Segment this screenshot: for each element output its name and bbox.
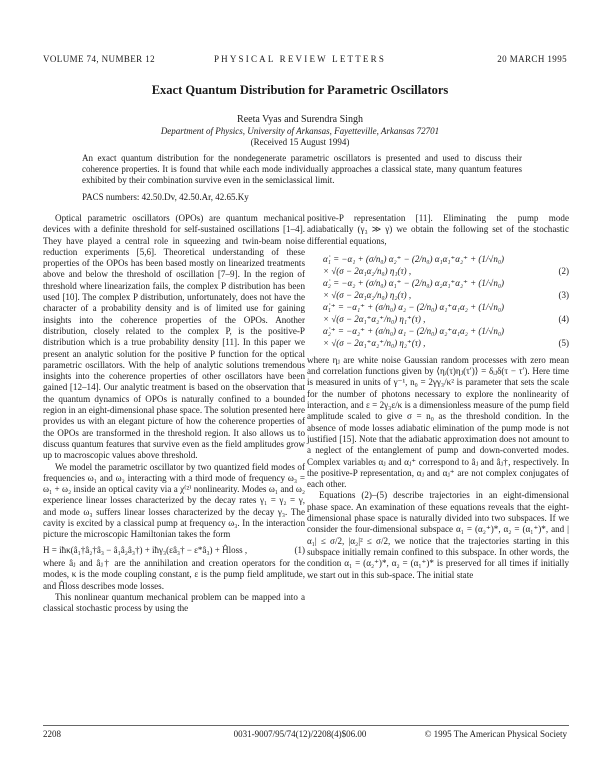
equation-rhs: × √(σ − 2α₁⁺α₂⁺/n₀) η₂⁺(τ) , (323, 337, 426, 348)
equation-number: (1) (294, 544, 305, 555)
equation-rhs: × √(σ − 2α₁α₂/n₀) η₁(τ) , (323, 265, 412, 276)
equation-number: (3) (558, 289, 569, 300)
paragraph: where ηⱼ are white noise Gaussian random processes with zero mean and correlation functions given by ⟨ηᵢ(τ)ηⱼ(τ′)⟩ = δᵢⱼδ(τ − τ′). Here time is measured in units of γ⁻¹, n₀ = 2γγ₃/κ² is parameter that sets the scale for the number of photons necessary to explore the nonlinearity of interaction, and ε = 2γ₃ε/κ is a dimensionless measure of the pump field amplitude scaled to give σ = n₀ as the threshold condition. In the absence of mode losses adiabatic elimination of the pump mode is not justified [15]. Note that the adiabatic approximation does not amount to a neglect of the entanglement of pump and down-converted modes. Complex variables αⱼ and αⱼ⁺ correspond to âⱼ and âⱼ†, respectively. In the positive-P representation, αⱼ and αⱼ⁺ are not complex conjugates of each other. (307, 354, 569, 490)
journal-name: PHYSICAL REVIEW LETTERS (213, 54, 387, 64)
equation-number: (4) (558, 313, 569, 324)
page-number: 2208 (43, 729, 61, 739)
paragraph: positive-P representation [11]. Eliminating the pump mode adiabatically (γ₃ ≫ γ) we obtain the following set of the stochastic differential equations, (307, 213, 569, 246)
abstract: An exact quantum distribution for the nondegenerate parametric oscillators is presented and used to discuss their coherence properties. It is found that while each mode individually approaches a classical state, many quantum features exhibited by their combination survive even in the semiclassical limit. (82, 153, 522, 185)
equation-number: (5) (558, 337, 569, 348)
equation-number: (2) (558, 265, 569, 276)
equation (307, 277, 569, 289)
received-date: (Received 15 August 1994) (250, 137, 350, 147)
equation (307, 325, 569, 337)
article-authors: Reeta Vyas and Surendra Singh (237, 114, 363, 125)
right-column (307, 213, 569, 581)
hamiltonian-equation (43, 545, 305, 556)
paragraph: We model the parametric oscillator by two quantized field modes of frequencies ω₁ and ω₂ interacting with a third mode of frequency ω₃ = ω₁ + ω₂ inside an optical cavity via a χ⁽²⁾ nonlinearity. Modes ω₁ and ω₂ experience linear losses characterized by the decay rates γ₁ = γ₂ = γ, and mode ω₃ suffers linear losses characterized by the decay γ₃. The cavity is excited by a classical pump at frequency ω₃. In the interaction picture the microscopic Hamiltonian takes the form (43, 461, 305, 540)
equation-body: H = iħκ(â₁†â₂†â₃ − â₁â₂â₃†) + iħγ₃(εâ₃† − ε*â₃) + Ĥloss , (43, 544, 248, 555)
equation-rhs: × √(σ − 2α₁⁺α₂⁺/n₀) η₁⁺(τ) , (323, 313, 426, 324)
equation (307, 265, 569, 277)
footer-rule (43, 725, 569, 726)
paragraph: Equations (2)–(5) describe trajectories in an eight-dimensional phase space. An examination of these equations reveals that the eight-dimensional phase space is naturally divided into two subspaces. If we consider the four-dimensional subspace α₁ = (α₂⁺)*, α₂ = (α₁⁺)*, and |α₁| ≤ σ/2, |α₂|² ≤ σ/2, we notice that the trajectories starting in this subspace initially remain confined to this subspace. In other words, the condition α₁ = (α₂⁺)*, α₂ = (α₁⁺)* is preserved for all times if initially we start out in this sub-space. The initial state (307, 490, 569, 580)
issue-date: 20 MARCH 1995 (497, 54, 567, 64)
article-title: Exact Quantum Distribution for Parametric Oscillators (151, 83, 449, 97)
equation (307, 313, 569, 325)
equation-lhs: α̇₁ = −α₁ + (σ/n₀) α₂⁺ − (2/n₀) α₁α₁⁺α₂⁺ + (1/√n₀) (323, 253, 504, 264)
paragraph: where âⱼ and âⱼ† are the annihilation and creation operators for the modes, κ is the mode coupling constant, ε is the pump field amplitude, and Ĥloss describes mode losses. (43, 557, 305, 591)
paragraph: Optical parametric oscillators (OPOs) are quantum mechanical devices with a definite threshold for self-sustained oscillations [1–4]. They have played a central role in squeezing and twin-beam noise reduction experiments [5,6]. Theoretical understanding of these properties of the OPOs has been based mostly on linearized treatments above and below the threshold of oscillation [7–9]. In the region of threshold where linearization fails, the complex P distribution has been used [10]. The complex P distribution, unfortunately, does not have the character of a probability density and is of limited use for gaining insights into the coherence properties of the OPOs. Another distribution, closely related to the complex P, is the positive-P distribution which is a true probability density [11]. In this paper we present an analytic solution for the positive P function for the optical parametric oscillators. With the help of analytic solutions tremendous insights into the coherence properties of other oscillators have been gained [12–14]. Our analytic treatment is based on the observation that the quantum dynamics of OPOs is naturally confined to a bounded region in an eight-dimensional phase space. The solution presented here provides us with an elegant picture of how the coherence properties of the OPOs are transformed in the threshold region. It also allows us to discuss quantum features that survive even as the field amplitudes grow up to macroscopic values above threshold. (43, 213, 305, 461)
equation-block (307, 253, 569, 349)
equation-rhs: × √(σ − 2α₁α₂/n₀) η₂(τ) , (323, 289, 412, 300)
volume-number: VOLUME 74, NUMBER 12 (43, 54, 156, 64)
equation (307, 289, 569, 301)
pacs-numbers: PACS numbers: 42.50.Dv, 42.50.Ar, 42.65.Ky (82, 192, 249, 202)
equation-lhs: α̇₂⁺ = −α₂⁺ + (σ/n₀) α₁ − (2/n₀) α₂⁺α₁α₂ + (1/√n₀) (323, 325, 504, 336)
equation (307, 337, 569, 349)
equation (307, 253, 569, 265)
article-affiliation: Department of Physics, University of Arkansas, Fayetteville, Arkansas 72701 (160, 126, 440, 136)
equation-lhs: α̇₂ = −α₂ + (σ/n₀) α₁⁺ − (2/n₀) α₂α₁⁺α₂⁺ + (1/√n₀) (323, 277, 504, 288)
equation (307, 301, 569, 313)
paragraph: This nonlinear quantum mechanical problem can be mapped into a classical stochastic process by using the (43, 591, 305, 614)
article-code: 0031-9007/95/74(12)/2208(4)$06.00 (233, 729, 367, 739)
left-column (43, 213, 305, 614)
equation-lhs: α̇₁⁺ = −α₁⁺ + (σ/n₀) α₂ − (2/n₀) α₁⁺α₁α₂ + (1/√n₀) (323, 301, 504, 312)
copyright: © 1995 The American Physical Society (424, 729, 567, 739)
